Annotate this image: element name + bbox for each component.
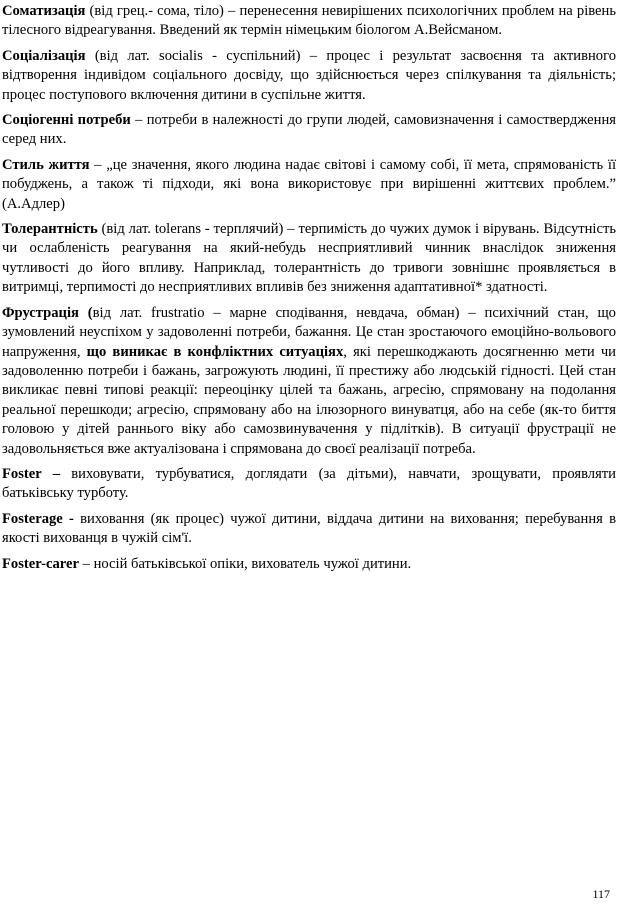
entry-definition: – „це значення, якого людина надає світові і самому собі, її мета, спрямованість її побуджень, а також ті підходи, які вона використовує при вирішенні життєвих проблем.” (А.Адлер): [2, 156, 616, 212]
entry-term: Стиль життя: [2, 156, 90, 173]
entry-term: Соціалізація: [2, 47, 86, 64]
entry-definition: (від лат. socialis - суспільний) – процес і результат засвоєння та активного відтворення індивідом соціального досвіду, що здійснюється через спілкування та діяльність; процес поступового включення дитини в суспільне життя.: [2, 47, 616, 103]
entry-definition-part-a: від лат. frustratio – марне сподівання, невдача, обман) – психічний стан, що зумовлений неуспіхом у задоволенні потреби, бажання. Це стан зростаючого емоційно-вольового напруження,: [2, 304, 616, 360]
entry-term: Foster –: [2, 465, 61, 482]
glossary-content: [2, 2, 616, 580]
entry-definition: виховувати, турбуватися, доглядати (за дітьми), навчати, зрощувати, проявляти батьківську турботу.: [2, 465, 616, 502]
entry-term: Соматизація: [2, 3, 86, 19]
entry-term: Фрустрація (: [2, 304, 93, 321]
entry-term: Соціогенні потреби: [2, 112, 131, 129]
glossary-entry-tolerance: [2, 220, 616, 298]
page-number: 117: [592, 887, 610, 901]
entry-term: Толерантність: [2, 221, 98, 238]
entry-term: Foster-carer: [2, 555, 79, 572]
entry-definition: (від грец.- сома, тіло) – перенесення невирішених психологічних проблем на рівень тілесного відреагування. Введений як термін німецьким біологом А.Вейсманом.: [2, 3, 616, 39]
entry-definition: (від лат. tolerans - терплячий) – терпимість до чужих думок і вірувань. Відсутність чи ослабленість реагування на який-небудь несприятливий чинник внаслідок зниження чутливості до його впливу. Наприклад, толерантність до тривоги зовнішнє проявляється в витримці, терпимості до несприятливих впливів без зниження адаптативної* здатності.: [2, 221, 616, 296]
glossary-entry-sociogenic-needs: [2, 111, 616, 150]
glossary-entry-frustration: [2, 304, 616, 459]
glossary-entry-somatization: [2, 2, 616, 41]
glossary-entry-foster: [2, 465, 616, 504]
entry-definition: – потреби в належності до групи людей, самовизначення і самоствердження серед них.: [2, 112, 616, 148]
entry-definition: виховання (як процес) чужої дитини, віддача дитини на виховання; перебування в якості вихованця в чужій сім'ї.: [2, 510, 616, 547]
glossary-entry-lifestyle: [2, 156, 616, 214]
glossary-entry-foster-carer: [2, 555, 616, 574]
entry-definition: – носій батьківської опіки, вихователь чужої дитини.: [78, 555, 412, 572]
entry-term: Fosterage -: [2, 510, 74, 527]
glossary-entry-socialization: [2, 47, 616, 105]
glossary-entry-fosterage: [2, 510, 616, 549]
entry-definition-part-b: , які перешкоджають досягненню мети чи задоволенню потреби і бажань, загрожують людині, її престижу або людській гідності. Цей стан викликає певні типові реакції: переоцінку цілей та бажань, агресію, спрямовану на подолання реальної перешкоди; агресію, спрямовану або на ілюзорного винуватця, або на себе (як-то биття головою у дітей раннього віку або самозвинувачення у підлітків). В ситуації фрустрації не задовольняється вже актуалізована і спрямована до своєї реалізації потреба.: [2, 343, 616, 457]
entry-definition-emphasis: що виникає в конфліктних ситуаціях: [86, 343, 344, 360]
